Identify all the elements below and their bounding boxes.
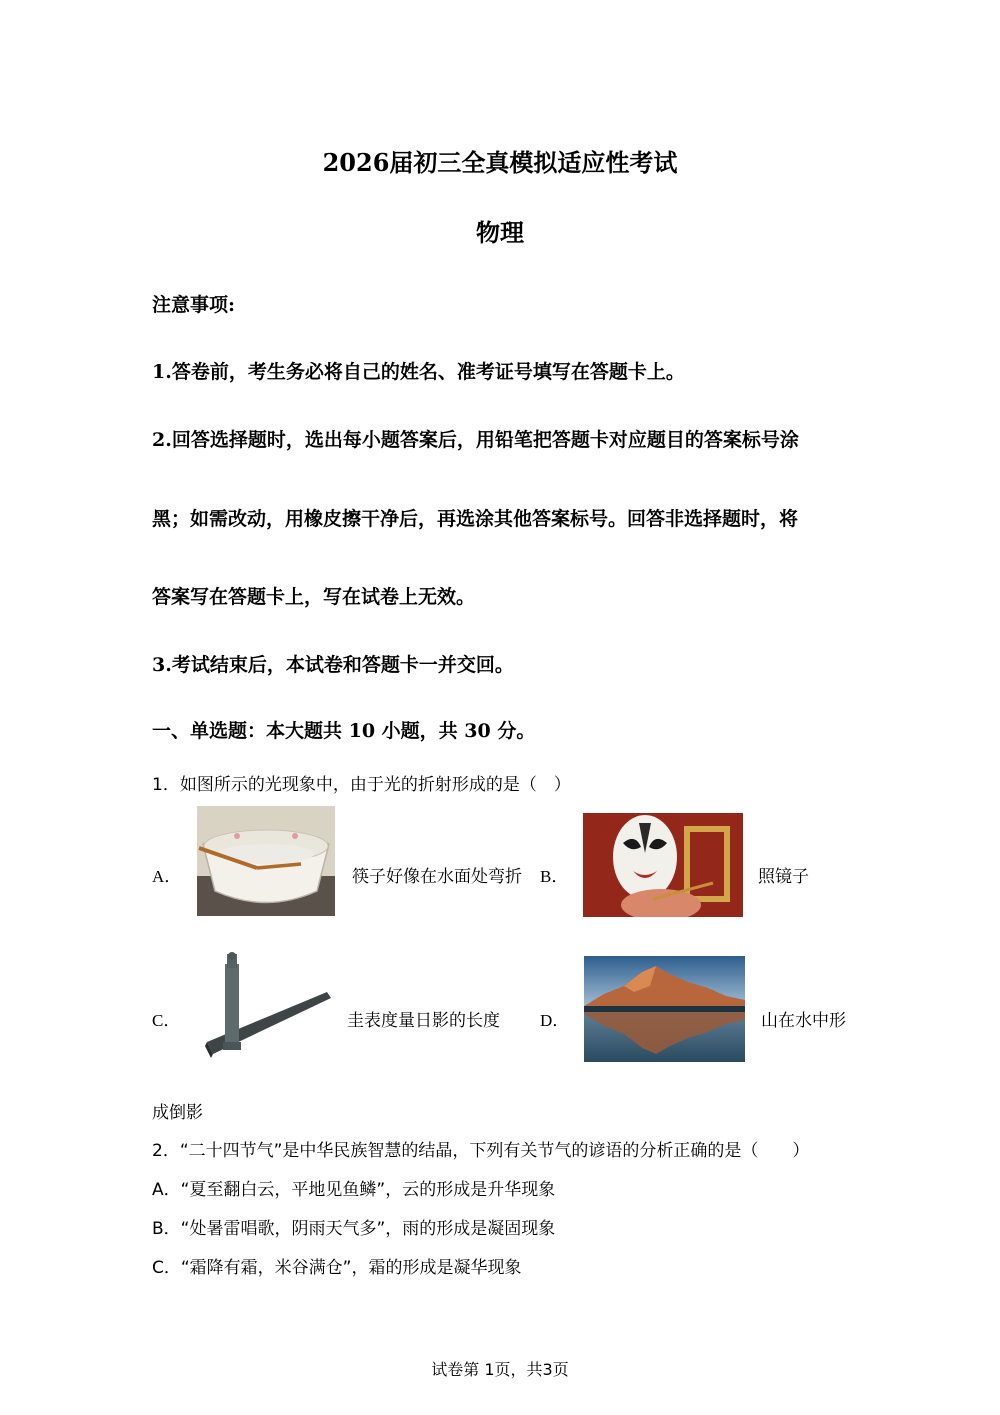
question-1-stem: 1．如图所示的光现象中，由于光的折射形成的是（ ） xyxy=(152,775,571,795)
section-heading: 一、单选题：本大题共 10 小题，共 30 分。 xyxy=(152,720,536,742)
option-d-caption: 山在水中形 xyxy=(761,1011,846,1031)
note-item-1: 1.答卷前，考生务必将自己的姓名、准考证号填写在答题卡上。 xyxy=(152,361,685,383)
gnomon-sundial-image xyxy=(203,950,333,1062)
option-b-caption: 照镜子 xyxy=(758,867,809,887)
option-a-label: A． xyxy=(152,867,182,886)
question-2-option-a: A．“夏至翻白云，平地见鱼鳞”，云的形成是升华现象 xyxy=(152,1180,556,1200)
option-a-caption: 筷子好像在水面处弯折 xyxy=(352,867,522,887)
option-c-label: C． xyxy=(152,1011,181,1030)
exam-title: 2026届初三全真模拟适应性考试 xyxy=(322,148,678,177)
chopsticks-in-bowl-image xyxy=(197,806,335,916)
option-b-label: B． xyxy=(540,867,569,886)
question-2-stem: 2．“二十四节气”是中华民族智慧的结晶，下列有关节气的谚语的分析正确的是（ ） xyxy=(152,1141,810,1161)
option-d-caption-wrap: 成倒影 xyxy=(152,1103,203,1123)
subject-title: 物理 xyxy=(476,218,524,247)
opera-mask-mirror-image xyxy=(583,813,743,917)
note-item-2-line-1: 2.回答选择题时，选出每小题答案后，用铅笔把答题卡对应题目的答案标号涂 xyxy=(152,429,799,451)
note-item-3: 3.考试结束后，本试卷和答题卡一并交回。 xyxy=(152,654,514,676)
option-d-label: D． xyxy=(540,1011,570,1030)
note-item-2-line-2: 黑；如需改动，用橡皮擦干净后，再选涂其他答案标号。回答非选择题时，将 xyxy=(152,508,799,530)
page-footer: 试卷第 1页，共3页 xyxy=(431,1360,569,1379)
option-c-caption: 圭表度量日影的长度 xyxy=(347,1011,500,1031)
mountain-reflection-image xyxy=(584,956,745,1062)
note-item-2-line-3: 答案写在答题卡上，写在试卷上无效。 xyxy=(152,586,476,608)
question-2-option-b: B．“处暑雷唱歌，阴雨天气多”，雨的形成是凝固现象 xyxy=(152,1219,556,1239)
notes-heading: 注意事项: xyxy=(152,294,236,316)
question-2-option-c: C．“霜降有霜，米谷满仓”，霜的形成是凝华现象 xyxy=(152,1258,522,1278)
